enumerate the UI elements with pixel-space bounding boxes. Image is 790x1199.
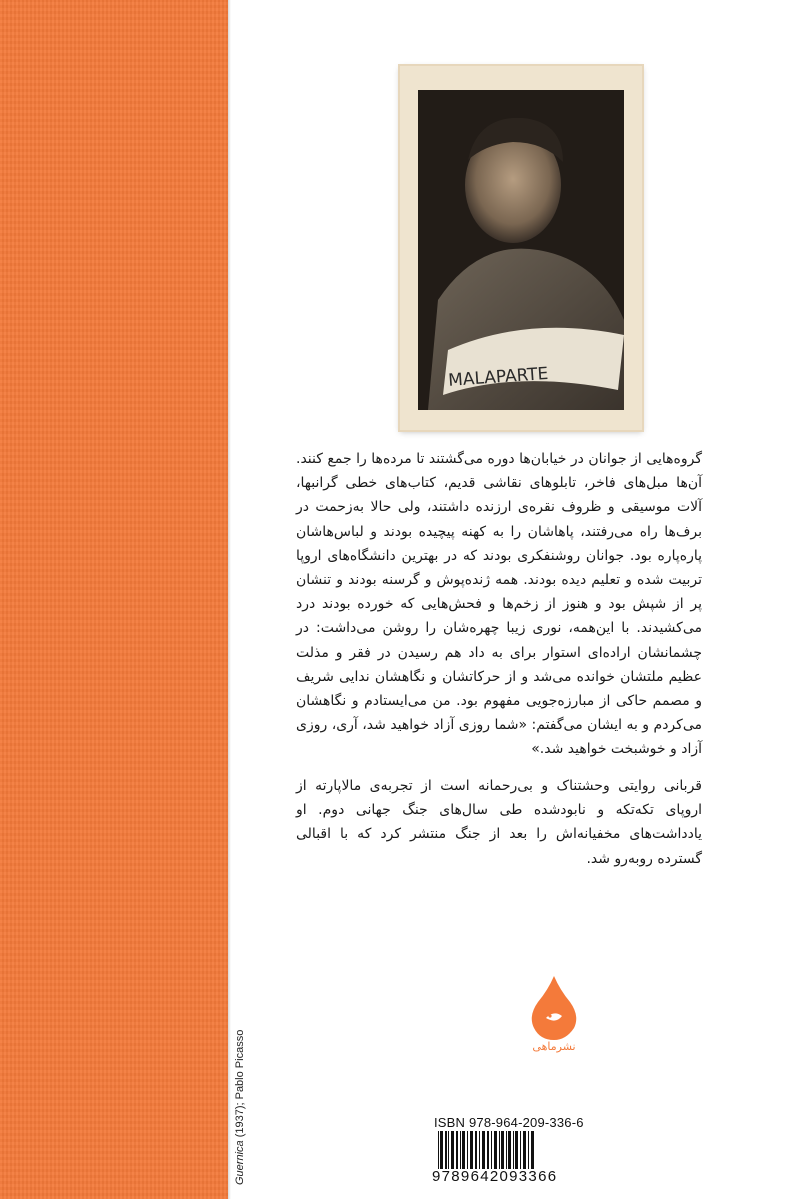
barcode-bar	[460, 1131, 461, 1169]
barcode-bar	[499, 1131, 500, 1169]
barcode-bar	[475, 1131, 477, 1169]
barcode-bar	[506, 1131, 507, 1169]
isbn-label: ISBN 978-964-209-336-6	[434, 1115, 584, 1130]
cover-art-credit	[234, 1030, 246, 1185]
barcode-bar	[456, 1131, 458, 1169]
barcode-digits: 9789642093366	[432, 1168, 558, 1185]
barcode-bar	[451, 1131, 454, 1169]
barcode-bar	[445, 1131, 447, 1169]
barcode-bar	[440, 1131, 443, 1169]
barcode-bar	[515, 1131, 518, 1169]
book-spine	[0, 0, 228, 1199]
barcode-bar	[508, 1131, 511, 1169]
barcode-bar	[528, 1131, 529, 1169]
barcode-bar	[523, 1131, 526, 1169]
author-photo-frame	[400, 66, 642, 430]
barcode	[436, 1131, 616, 1169]
barcode-bar	[479, 1131, 480, 1169]
barcode-bar	[491, 1131, 492, 1169]
barcode-bar	[470, 1131, 473, 1169]
author-photo	[418, 90, 624, 410]
barcode-bar	[487, 1131, 489, 1169]
barcode-bar	[467, 1131, 468, 1169]
author-portrait-illustration	[418, 90, 624, 410]
barcode-bar	[501, 1131, 504, 1169]
credit-rest: (1937); Pablo Picasso	[234, 1029, 246, 1141]
barcode-bar	[531, 1131, 534, 1169]
barcode-bar	[462, 1131, 465, 1169]
publisher-name: نشرماهی	[532, 1040, 576, 1053]
barcode-bar	[438, 1131, 439, 1169]
blurb-paragraph-1-text: گروه‌هایی از جوانان در خیابان‌ها دوره می‌گشتند تا مرده‌ها را جمع کنند. آن‌ها مبل‌های فاخر، تابلوهای نقاشی قدیم، کتاب‌های خطی گرانبها، آلات موسیقی و ظروف نقره‌ی ارزنده داشتند، ولی حالا به‌زحمت در برف‌ها راه می‌رفتند، پاهاشان را به کهنه پیچیده بودند و لباس‌هاشان پاره‌پاره بود. جوانان روشنفکری بودند که در بهترین دانشگاه‌های اروپا تربیت شده و تعلیم دیده بودند. همه ژنده‌پوش و گرسنه بودند و تنشان پر از شپش بود و هنوز از زخم‌ها و فحش‌هایی که خورده بودند درد می‌کشیدند. با این‌همه، نوری زیبا چهره‌شان را روشن می‌داشت: در چشمانشان اراده‌ای استوار برای به داد هم رسیدن در فقر و مذلت عظیم ملتشان خوانده می‌شد و از حرکاتشان و نگاهشان ندایی شریف و مصمم حاکی از مبارزه‌جویی مفهوم بود. من می‌ایستادم و نگاهشان می‌کردم و به ایشان می‌گفتم: «شما روزی آزاد خواهید شد، آری، روزی آزاد و خوشبخت خواهید شد.»	[296, 451, 702, 758]
barcode-bar	[448, 1131, 449, 1169]
barcode-bar	[482, 1131, 485, 1169]
barcode-bar	[520, 1131, 521, 1169]
barcode-bar	[513, 1131, 514, 1169]
blurb-paragraph-2-text: قربانی روایتی وحشتناک و بی‌رحمانه است از تجربه‌ی مالاپارته از اروپای تکه‌تکه و نابودشده طی سال‌های جنگ جهانی دوم. او یادداشت‌های مخفیانه‌اش را بعد از جنگ منتشر کرد که با اقبالی گسترده روبه‌رو شد.	[296, 778, 702, 867]
credit-title: Guernica	[234, 1140, 246, 1185]
blurb-paragraph-1	[296, 447, 702, 762]
barcode-bar	[494, 1131, 497, 1169]
armband-label: MALAPARTE	[447, 363, 549, 391]
blurb-paragraph-2	[296, 774, 702, 871]
spine-edge	[228, 0, 231, 1199]
